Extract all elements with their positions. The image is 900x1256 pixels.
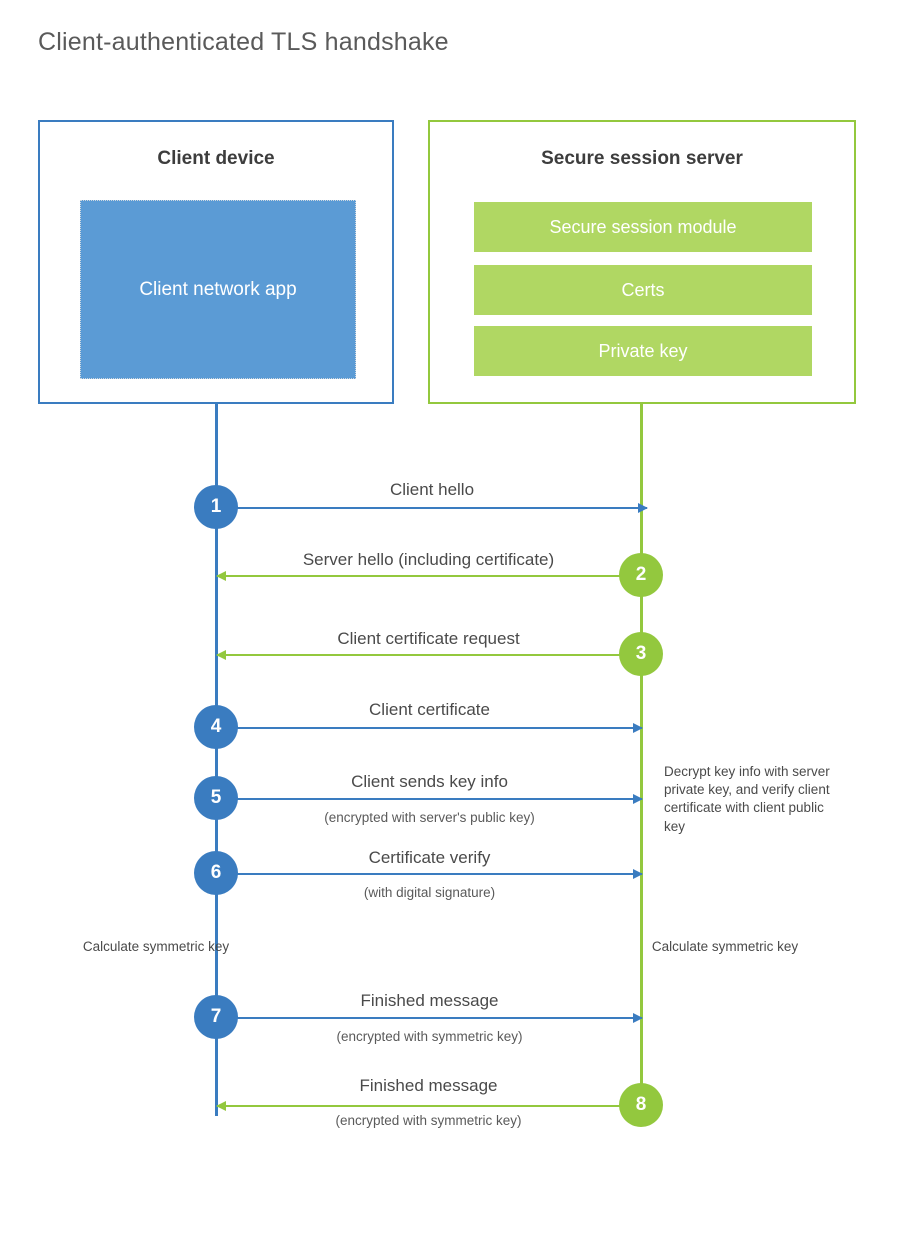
message-label-1: Client hello [389,480,475,499]
arrowhead-icon [633,723,643,733]
step-badge-5: 5 [194,776,238,820]
arrowhead-icon [633,869,643,879]
arrow-step-1 [217,507,647,509]
server-component-secure-session-module: Secure session module [474,202,812,252]
arrow-step-4 [217,727,642,729]
message-label-3: Client certificate request [337,629,520,648]
message-sublabel-8: (encrypted with symmetric key) [335,1113,522,1128]
message-sublabel-5: (encrypted with server's public key) [324,810,535,825]
message-label-4: Client certificate [369,700,490,719]
page-title: Client-authenticated TLS handshake [38,28,449,56]
step-badge-4: 4 [194,705,238,749]
step-badge-2: 2 [619,553,663,597]
server-component-private-key: Private key [474,326,812,376]
step-badge-3: 3 [619,632,663,676]
arrowhead-icon [216,1101,226,1111]
step-badge-8: 8 [619,1083,663,1127]
arrow-step-3 [217,654,640,656]
arrow-step-8 [217,1105,640,1107]
arrowhead-icon [638,503,648,513]
arrowhead-icon [216,650,226,660]
step-badge-1: 1 [194,485,238,529]
message-label-5: Client sends key info [351,772,508,791]
message-label-6: Certificate verify [368,848,491,867]
arrowhead-icon [633,1013,643,1023]
arrow-step-2 [217,575,640,577]
server-decrypt-note: Decrypt key info with server private key, and verify client certificate with client public key [664,764,830,834]
message-label-2: Server hello (including certificate) [302,550,555,569]
message-sublabel-7: (encrypted with symmetric key) [336,1029,523,1044]
arrow-step-7 [217,1017,642,1019]
arrow-step-6 [217,873,642,875]
arrowhead-icon [216,571,226,581]
client-device-title: Client device [157,148,275,169]
secure-session-server-box [428,120,856,404]
step-badge-7: 7 [194,995,238,1039]
server-component-certs: Certs [474,265,812,315]
message-sublabel-6: (with digital signature) [363,885,496,900]
message-label-7: Finished message [360,991,499,1010]
arrow-step-5 [217,798,642,800]
client-device-box [38,120,394,404]
secure-session-server-title: Secure session server [541,148,743,169]
server-calculate-symmetric-key-note: Calculate symmetric key [651,939,799,954]
arrowhead-icon [633,794,643,804]
message-label-8: Finished message [359,1076,498,1095]
step-badge-6: 6 [194,851,238,895]
client-network-app-node: Client network app [80,200,356,379]
client-calculate-symmetric-key-note: Calculate symmetric key [82,939,230,954]
